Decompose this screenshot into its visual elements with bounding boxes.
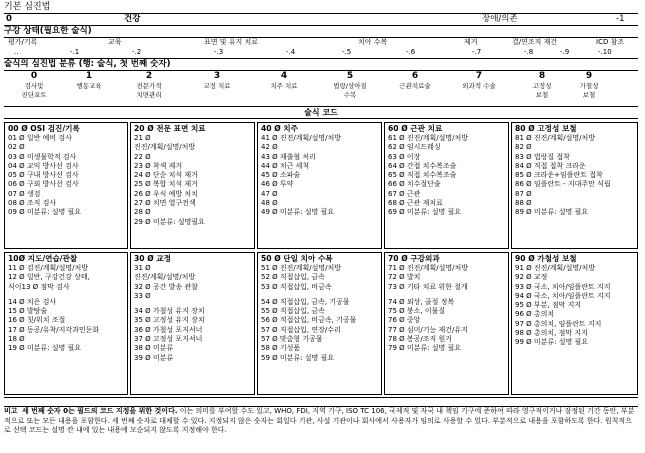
category-7: 7 외과적 수술	[462, 71, 496, 90]
page-title: 기본 심진법	[4, 2, 51, 12]
code-line: 02 Ø	[8, 143, 25, 152]
code-line: 69 Ø 미분류: 설명 필요	[388, 208, 462, 217]
footnote-bold: 세 번째 숫자 0는 필드의 코드 지정을 위한 것이다.	[21, 407, 178, 415]
category-9: 9 가철성 보철	[579, 71, 599, 99]
footnote-text: 이는 의미를 부여할 수도 있고, WHO, FDI, 지역 기구, ISO TC 106, 국제적 및 자국 내 책임 기구에 준하여 따라 영구적이거나 잠정된 기간 동안, 부분적으로 또는 모든 내용을 포함한다. 세 번째 숫자로 대체할 수 있다. 지정되지 않은 숫자는 회일다 기관, 사설 기관이나 회사에서 사용자가 임의로 사용할 수 있다. 부분적으로 내용을 포함하도록 한다. 원칙적으로 선택 코드는 설명 칸 내에 있는 내용에 모순되지 않도록 지정해야 한다.	[4, 407, 635, 434]
code-box-boxes_top-2	[257, 122, 382, 249]
code-line: 85 Ø 크라운+임플란트 접착	[515, 171, 603, 180]
code-box-boxes_bottom-0	[4, 252, 128, 395]
code-line: 77 Ø 심미/기능 재건/유지	[388, 325, 468, 334]
code-line: 66 Ø 치수절단술	[388, 180, 441, 189]
status-label-1: 교육	[108, 38, 122, 46]
code-line: 44 Ø 치근 세척	[261, 161, 310, 170]
code-line: 74 Ø 외상, 골절 정복	[388, 297, 455, 306]
status-code-2: -.2	[132, 48, 142, 56]
code-line: 14 Ø 치은 검사	[8, 297, 57, 306]
code-line: 99 Ø 미분류: 설명 필요	[515, 338, 589, 347]
code-line: 09 Ø 미분류: 설명 필요	[8, 208, 82, 217]
status-label-0: 평가/기록	[8, 38, 38, 46]
status-code-10: -.10	[598, 48, 612, 56]
category-0: 0 검사및 진단포트	[21, 71, 47, 99]
code-line: 07 Ø 생검	[8, 189, 41, 198]
status-label-2: 표면 및 유지 치료	[204, 38, 259, 46]
code-line: 58 Ø 기성품	[261, 344, 301, 353]
code-box-heading: 70 Ø 구강외과	[388, 254, 440, 263]
categories-row	[4, 71, 638, 107]
status-label-5: 결/연조직 재건	[512, 38, 558, 46]
page	[4, 2, 638, 398]
status-code-8: -.8	[524, 48, 534, 56]
code-line: 75 Ø 붕소, 이물질	[388, 307, 446, 316]
code-box-heading: 80 Ø 고정성 보철	[515, 124, 577, 133]
footnote	[4, 406, 638, 436]
code-box-heading: 00 Ø OSI 검진/기록	[8, 124, 80, 133]
code-line: 06 Ø 구외 방사선 검사	[8, 180, 79, 189]
code-line: 91 Ø 진진/계획/설명/처방	[515, 264, 596, 272]
code-line: 88 Ø	[515, 199, 532, 208]
code-line: 55 Ø 직접삽입, 금속	[261, 307, 325, 316]
code-box-heading: 50 Ø 단일 치아 수복	[261, 254, 333, 263]
code-line: 29 Ø 미분류: 설명필요	[134, 217, 205, 226]
code-line: 15 Ø 발탕술	[8, 307, 48, 316]
code-line: 03 Ø 미생물학적 검사	[8, 152, 77, 161]
code-line: 05 Ø 구내 방사선 검사	[8, 171, 79, 180]
code-line: 11 Ø 검진/계획/설명/처방	[8, 264, 89, 272]
code-line: 82 Ø	[515, 143, 532, 152]
code-line: 37 Ø 고정성 포지셔너	[134, 335, 203, 344]
code-line: 71 Ø 진진/계획/설명/처방	[388, 264, 469, 272]
code-line: 48 Ø	[261, 199, 278, 208]
code-line: 38 Ø 미분류	[134, 344, 174, 353]
code-line: 86 Ø 임플란트 - 지대주만 식립	[515, 180, 611, 189]
codes-heading: 술식 코드	[4, 107, 638, 119]
code-box-boxes_bottom-1	[130, 252, 255, 395]
code-line: 19 Ø 미분류: 설명 필요	[8, 344, 82, 353]
code-line: 31 Ø	[134, 264, 151, 272]
scale-left-label: 건강	[124, 14, 141, 24]
code-box-heading: 10Ø 지도/연습/관찰	[8, 254, 78, 263]
code-line: 73 Ø 기타 치료 위한 절개	[388, 282, 468, 291]
code-line: 34 Ø 가철성 유지 장치	[134, 307, 205, 316]
code-line: 17 Ø 동공/유착/지각과민둔화	[8, 325, 100, 334]
codes-grid	[4, 119, 638, 398]
code-line: 12 Ø 일반, 구강건강 상태,	[8, 273, 90, 282]
category-4: 4 치주 치료	[270, 71, 298, 90]
code-box-boxes_bottom-4	[511, 252, 638, 395]
code-line: 87 Ø	[515, 189, 532, 198]
code-line: 78 Ø 봉공/조직 원거	[388, 335, 453, 344]
code-line: 92 Ø 교정	[515, 273, 548, 282]
code-line: 57 Ø 직접삽입, 연장/수리	[261, 325, 341, 334]
code-line: 51 Ø 진진/계획/설명/처방	[261, 264, 342, 272]
code-line: 53 Ø 직접삽입, 비금속	[261, 282, 332, 291]
code-box-boxes_bottom-3	[384, 252, 509, 395]
code-line: 65 Ø 직접 치수복조술	[388, 171, 457, 180]
scale-right-code: -1	[616, 14, 625, 24]
code-box-heading: 90 Ø 가철성 보철	[515, 254, 577, 263]
category-6: 6 근관치료술	[399, 71, 431, 90]
code-line: 96 Ø 총의치	[515, 310, 555, 319]
categories-heading: 술식의 심진법 분류 (행: 술식, 첫 번째 숫자)	[4, 59, 638, 71]
code-line: 진진/계획/설명/처방	[134, 143, 196, 152]
code-box-boxes_bottom-2	[257, 252, 382, 395]
code-line: 47 Ø	[261, 189, 278, 198]
code-line: 52 Ø 직접삽입, 금속	[261, 273, 325, 282]
code-line: 95 Ø 부분, 점막 지지	[515, 301, 582, 310]
code-line: 36 Ø 가철성 포지셔너	[134, 325, 203, 334]
status-code-3: -.3	[214, 48, 224, 56]
code-line: 22 Ø	[134, 152, 151, 161]
code-line: 84 Ø 직접 접착 크라운	[515, 161, 586, 170]
code-line: 72 Ø 발치	[388, 273, 421, 282]
code-line: 32 Ø 공간 발송 관찰	[134, 282, 198, 291]
code-line: 67 Ø 근관	[388, 189, 421, 198]
category-1: 1 행동교육	[76, 71, 102, 90]
code-line: 62 Ø 임시드레싱	[388, 143, 441, 152]
code-line: 01 Ø 일반 예비 검사	[8, 134, 72, 142]
status-code-9: -.9	[560, 48, 570, 56]
code-box-heading: 40 Ø 치주	[261, 124, 298, 133]
code-line: 63 Ø 이장	[388, 152, 421, 161]
code-line: 16 Ø 칫/위치 조절	[8, 316, 66, 325]
status-code-6: -.6	[406, 48, 416, 56]
code-box-heading: 20 Ø 전문 표면 치료	[134, 124, 206, 133]
footnote-lead: 비고	[4, 407, 18, 415]
code-line: 81 Ø 진진/계획/설명/처방	[515, 134, 596, 142]
status-code-4: -.4	[286, 48, 296, 56]
code-line: 54 Ø 직접삽입, 금속, 기공물	[261, 297, 350, 306]
code-line: 59 Ø 미분류: 설명 필요	[261, 353, 335, 362]
status-code-1: -.1	[70, 48, 80, 56]
code-line: 25 Ø 복합 치석 제거	[134, 180, 198, 189]
code-line: 35 Ø 고정성 유지 장치	[134, 316, 205, 325]
code-line: 98 Ø 총의치, 점막 지지	[515, 329, 588, 338]
code-line: 39 Ø 미분류	[134, 353, 174, 362]
code-line: 79 Ø 미분류: 설명 필요	[388, 344, 462, 353]
code-line: 27 Ø 치면 열구전색	[134, 199, 196, 208]
code-line: 83 Ø 법랑질 접착	[515, 152, 570, 161]
code-line: 28 Ø	[134, 208, 151, 217]
code-line: 04 Ø 교익 방사선 검사	[8, 161, 79, 170]
code-line: 89 Ø 미분류: 설명 필요	[515, 208, 589, 217]
scale-left-code: 0	[6, 14, 12, 24]
code-line: 식이13 Ø 점막 검사	[8, 282, 70, 291]
code-line: 41 Ø 진진/계획/설명/처방	[261, 134, 342, 142]
status-label-3: 치아 수복	[358, 38, 388, 46]
scale-right-label: 장애/의존	[482, 14, 518, 24]
status-code-5: -.5	[342, 48, 352, 56]
code-line: 76 Ø 중앙	[388, 316, 421, 325]
code-line: 24 Ø 단순 치석 제거	[134, 171, 198, 180]
code-box-boxes_top-3	[384, 122, 509, 249]
code-box-boxes_top-0	[4, 122, 128, 249]
code-line: 26 Ø 우식 예방 처치	[134, 189, 198, 198]
category-8: 8 고정성 보철	[532, 71, 552, 99]
code-line: 45 Ø 소파술	[261, 171, 301, 180]
category-2: 2 전문가적 치면관리	[136, 71, 162, 99]
code-box-boxes_top-4	[511, 122, 638, 249]
status-code-0: ..	[14, 48, 19, 56]
code-line: 33 Ø	[134, 291, 151, 300]
code-line: 진진/계획/설명/처방	[134, 273, 196, 282]
code-line: 21 Ø	[134, 134, 151, 142]
status-label-4: 제거	[464, 38, 478, 46]
code-line: 18 Ø	[8, 335, 25, 344]
category-3: 3 교정 치료	[203, 71, 231, 90]
code-box-boxes_top-1	[130, 122, 255, 249]
code-line: 23 Ø 착색 제거	[134, 161, 183, 170]
code-line: 64 Ø 간접 치수복조술	[388, 161, 457, 170]
code-line: 49 Ø 미분류: 설명 필요	[261, 208, 335, 217]
code-line: 94 Ø 국소, 치아/임플란트 지지	[515, 291, 611, 300]
code-line: 97 Ø 총의치, 임플란트 지지	[515, 319, 602, 328]
code-line: 56 Ø 직접삽입, 비금속, 기공물	[261, 316, 357, 325]
code-line: 43 Ø 재출혈 처리	[261, 152, 316, 161]
code-line: 46 Ø 투약	[261, 180, 294, 189]
status-code-7: -.7	[472, 48, 482, 56]
code-box-heading: 60 Ø 근관 치료	[388, 124, 443, 133]
code-line: 57 Ø 맞춤형 기공물	[261, 335, 323, 344]
category-5: 5 법랑/상아질 수복	[333, 71, 367, 99]
status-row	[4, 38, 638, 59]
status-label-6: ICD 참조	[596, 38, 625, 46]
code-line: 42 Ø	[261, 143, 278, 152]
code-line: 93 Ø 국소, 치아/임플란트 지지	[515, 282, 611, 291]
status-heading: 구강 상태(필요한 술식)	[4, 26, 638, 38]
code-line: 61 Ø 진진/계획/설명/처방	[388, 134, 469, 142]
code-line: 68 Ø 근관 재치료	[388, 199, 443, 208]
code-box-heading: 30 Ø 교정	[134, 254, 171, 263]
health-scale-bar	[4, 13, 638, 26]
code-line: 08 Ø 조직 검사	[8, 199, 57, 208]
